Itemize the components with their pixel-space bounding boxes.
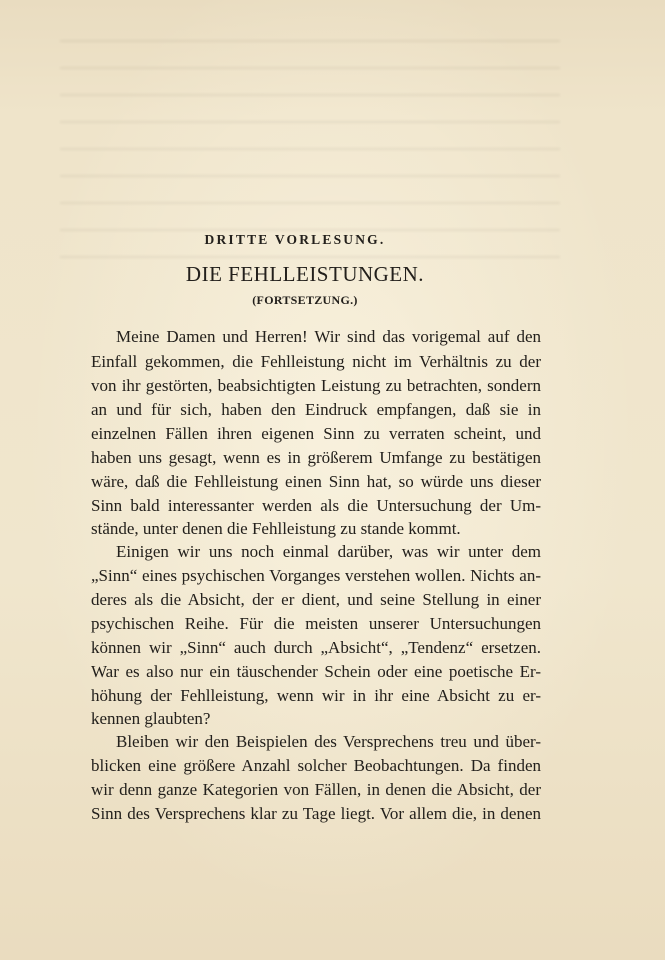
text-line: wir denn ganze Kategorien von Fällen, in denen die Absicht, der <box>91 780 541 799</box>
text-line: deres als die Absicht, der er dient, und seine Stellung in einer <box>91 590 541 609</box>
text-line: können wir „Sinn“ auch durch „Absicht“, „Tendenz“ ersetzen. <box>91 638 541 657</box>
text-line: höhung der Fehlleistung, wenn wir in ihr eine Absicht zu er- <box>91 686 541 705</box>
text-line: Meine Damen und Herren! Wir sind das vorigemal auf den <box>116 327 541 346</box>
text-line: „Sinn“ eines psychischen Vorganges verstehen wollen. Nichts an- <box>91 566 541 585</box>
text-line: kennen glaubten? <box>91 709 211 728</box>
text-line: Sinn des Versprechens klar zu Tage liegt. Vor allem die, in denen <box>91 804 541 823</box>
text-line: psychischen Reihe. Für die meisten unserer Untersuchungen <box>91 614 541 633</box>
text-line: Einfall gekommen, die Fehlleistung nicht im Verhältnis zu der <box>91 352 541 371</box>
text-line: Bleiben wir den Beispielen des Versprechens treu und über- <box>116 732 541 751</box>
text-line: stände, unter denen die Fehlleistung zu stande kommt. <box>91 519 461 538</box>
text-line: einzelnen Fällen ihren eigenen Sinn zu verraten scheint, und <box>91 424 541 443</box>
chapter-title: DIE FEHLLEISTUNGEN. <box>185 262 425 286</box>
text-line: wäre, daß die Fehlleistung einen Sinn hat, so würde uns dieser <box>91 472 541 491</box>
running-head: DRITTE VORLESUNG. <box>204 232 386 247</box>
text-line: von ihr gestörten, beabsichtigten Leistung zu betrachten, sondern <box>91 376 541 395</box>
text-line: War es also nur ein täuschender Schein oder eine poetische Er- <box>91 662 541 681</box>
text-line: Sinn bald interessanter werden als die Untersuchung der Um- <box>91 496 541 515</box>
text-line: an und für sich, haben den Eindruck empfangen, daß sie in <box>91 400 541 419</box>
text-line: Einigen wir uns noch einmal darüber, was wir unter dem <box>116 542 541 561</box>
text-line: haben uns gesagt, wenn es in größerem Umfange zu bestätigen <box>91 448 541 467</box>
chapter-subtitle: (FORTSETZUNG.) <box>252 293 358 307</box>
text-line: blicken eine größere Anzahl solcher Beobachtungen. Da finden <box>91 756 541 775</box>
